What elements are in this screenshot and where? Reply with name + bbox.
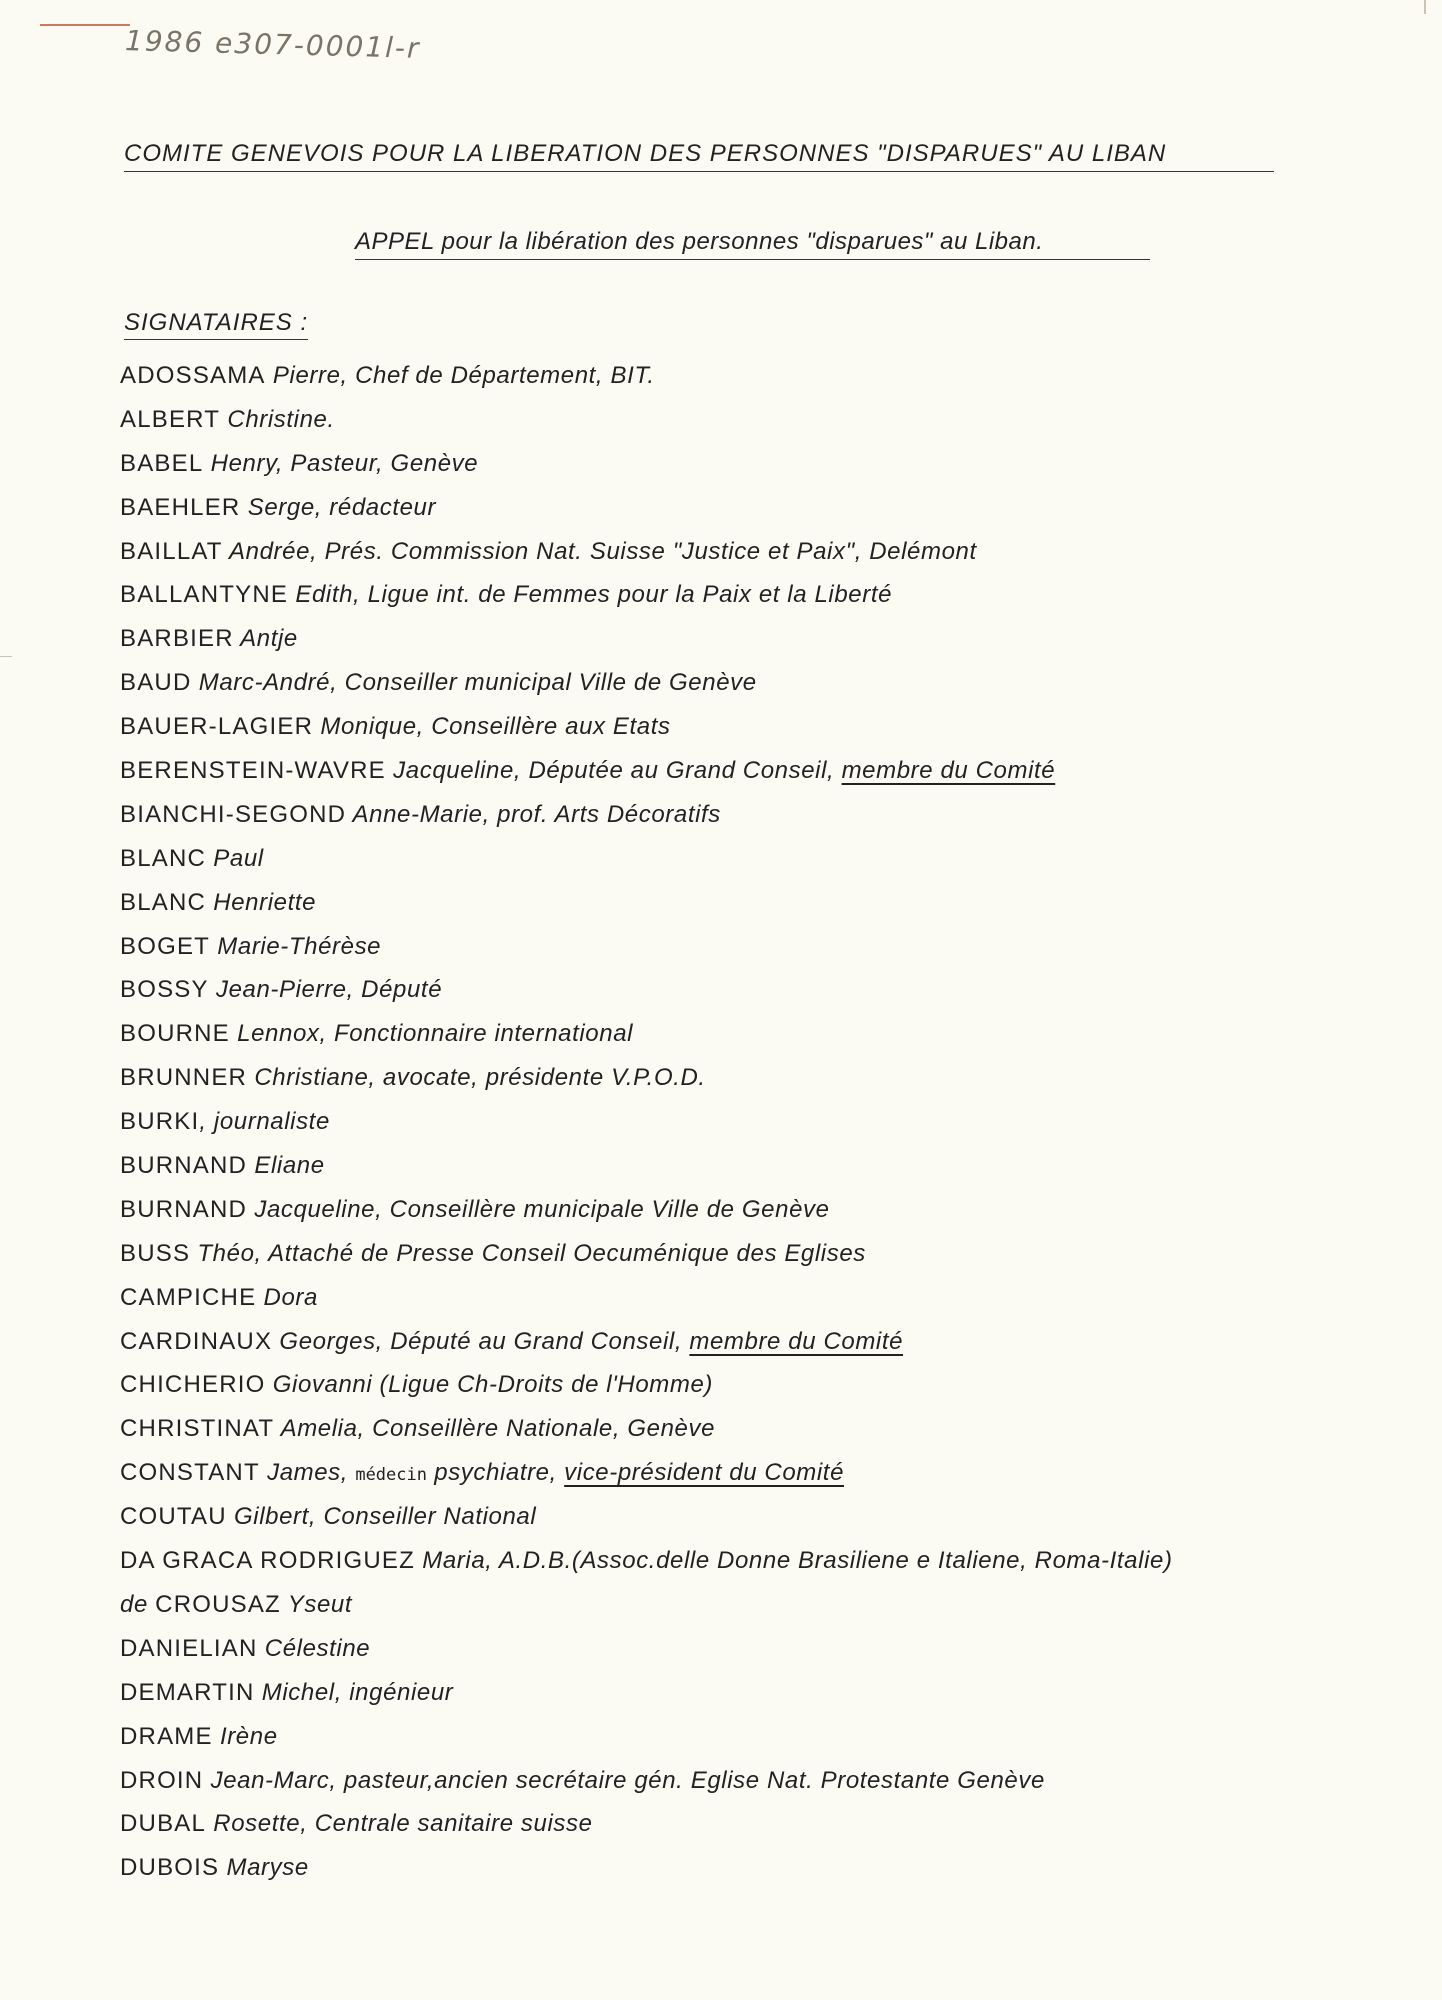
signatory-entry	[120, 1539, 1420, 1583]
signatory-surname: BURKI	[120, 1108, 200, 1136]
signatory-details: Jean-Marc, pasteur,ancien secrétaire gén. Eglise Nat. Protestante Genève	[203, 1766, 1045, 1794]
signatory-entry	[120, 1715, 1420, 1759]
signatory-details: Rosette, Centrale sanitaire suisse	[206, 1810, 593, 1838]
signatory-details: Marie-Thérèse	[210, 932, 382, 960]
signatory-details: Gilbert, Conseiller National	[226, 1503, 537, 1531]
signatory-entry	[120, 705, 1420, 749]
signatory-surname: CAMPICHE	[120, 1283, 257, 1311]
signatory-details: Paul	[206, 844, 264, 872]
typed-correction: médecin	[355, 1465, 427, 1486]
signatory-details: Christiane, avocate, présidente V.P.O.D.	[247, 1064, 706, 1092]
signatory-surname: BLANC	[120, 844, 207, 872]
signatory-entry	[120, 1056, 1420, 1100]
signatory-entry	[120, 1451, 1420, 1495]
signatory-entry	[120, 354, 1420, 398]
document-subtitle: APPEL pour la libération des personnes "disparues" au Liban.	[355, 228, 1150, 260]
signatory-entry	[120, 1802, 1420, 1846]
signatory-surname: CARDINAUX	[120, 1327, 273, 1355]
signatory-surname: CHRISTINAT	[120, 1415, 275, 1443]
signatory-entry	[120, 1759, 1420, 1803]
signatory-surname: BURNAND	[120, 1195, 248, 1223]
signatory-details: Jacqueline, Députée au Grand Conseil,	[385, 757, 842, 785]
signatory-surname: BURNAND	[120, 1152, 248, 1180]
signatory-entry	[120, 1846, 1420, 1890]
signatory-details: Georges, Député au Grand Conseil,	[272, 1327, 690, 1355]
signatory-details: Jean-Pierre, Député	[208, 976, 443, 1004]
signatory-details: Giovanni (Ligue Ch-Droits de l'Homme)	[265, 1371, 714, 1399]
signatory-entry	[120, 398, 1420, 442]
signatory-surname: COUTAU	[120, 1503, 227, 1531]
signatory-entry	[120, 1363, 1420, 1407]
signatory-entry	[120, 968, 1420, 1012]
signatory-entry	[120, 749, 1420, 793]
signatory-entry	[120, 1232, 1420, 1276]
signatory-details: Antje	[233, 625, 298, 653]
signatory-entry	[120, 925, 1420, 969]
signatory-details: Eliane	[247, 1152, 325, 1180]
top-left-mark	[40, 24, 130, 26]
signatory-surname: BARBIER	[120, 625, 234, 653]
signatory-entry	[120, 1583, 1420, 1627]
signatory-surname: DUBOIS	[120, 1854, 220, 1882]
signatory-entry	[120, 617, 1420, 661]
signatory-surname: DEMARTIN	[120, 1678, 255, 1706]
signatory-surname: DANIELIAN	[120, 1634, 258, 1662]
signatory-entry	[120, 486, 1420, 530]
signatory-surname: BUSS	[120, 1239, 191, 1267]
signatory-details: Amelia, Conseillère Nationale, Genève	[274, 1415, 716, 1443]
signatory-surname: BAUD	[120, 669, 192, 697]
signatory-details: Andrée, Prés. Commission Nat. Suisse "Justice et Paix", Delémont	[222, 537, 977, 565]
signatory-prefix: de	[120, 1590, 156, 1618]
signatory-details: Lennox, Fonctionnaire international	[229, 1020, 634, 1048]
signatory-entry	[120, 661, 1420, 705]
signatory-surname: BALLANTYNE	[120, 581, 289, 609]
signatory-surname: BOSSY	[120, 976, 209, 1004]
signatory-details: Christine.	[220, 405, 335, 433]
signatory-details-cont: psychiatre,	[426, 1459, 565, 1487]
signatory-surname: CROUSAZ	[155, 1590, 281, 1618]
signatory-details: Henry, Pasteur, Genève	[203, 449, 479, 477]
signatory-surname: BRUNNER	[120, 1064, 248, 1092]
signatory-surname: DROIN	[120, 1766, 204, 1794]
right-edge-mark	[1424, 0, 1426, 14]
committee-role: membre du Comité	[689, 1327, 904, 1355]
signatory-surname: BAILLAT	[120, 537, 223, 565]
signatory-entry	[120, 1627, 1420, 1671]
committee-role: membre du Comité	[841, 757, 1056, 785]
signatory-entry	[120, 1320, 1420, 1364]
signatory-details: Michel, ingénieur	[254, 1678, 454, 1706]
signatory-surname: DRAME	[120, 1722, 213, 1750]
document-title: COMITE GENEVOIS POUR LA LIBERATION DES PERSONNES "DISPARUES" AU LIBAN	[124, 140, 1274, 172]
signatory-details: Dora	[256, 1283, 318, 1311]
signatory-entry	[120, 1100, 1420, 1144]
signatory-surname: ADOSSAMA	[120, 362, 266, 389]
signatory-details: Anne-Marie, prof. Arts Décoratifs	[346, 800, 721, 828]
signatory-entry	[120, 1276, 1420, 1320]
signatory-details: Marc-André, Conseiller municipal Ville de Genève	[191, 669, 757, 697]
signatories-list	[120, 354, 1420, 1890]
signatory-surname: CHICHERIO	[120, 1371, 266, 1399]
signatory-details: Henriette	[206, 888, 317, 916]
signatory-details: Jacqueline, Conseillère municipale Ville de Genève	[247, 1195, 830, 1223]
signatory-details: Pierre, Chef de Département, BIT.	[265, 362, 655, 389]
signatory-surname: BOGET	[120, 932, 211, 960]
signatory-surname: BAEHLER	[120, 493, 241, 521]
signatory-surname: BAUER-LAGIER	[120, 713, 314, 741]
signatory-surname: CONSTANT	[120, 1459, 260, 1487]
signatory-entry	[120, 1188, 1420, 1232]
handwritten-reference: 1986 e307-0001l-r	[124, 24, 421, 65]
signatory-entry	[120, 1407, 1420, 1451]
signatory-surname: BABEL	[120, 449, 204, 477]
signatory-entry	[120, 837, 1420, 881]
signatory-surname: ALBERT	[120, 405, 221, 433]
left-edge-mark	[0, 656, 12, 657]
signatory-details: Monique, Conseillère aux Etats	[313, 713, 671, 741]
signataires-heading: SIGNATAIRES :	[124, 309, 308, 340]
signatory-entry	[120, 793, 1420, 837]
committee-role: vice-président du Comité	[564, 1459, 845, 1487]
signatory-details: Maria, A.D.B.(Assoc.delle Donne Brasiliene e Italiene, Roma-Italie)	[414, 1547, 1173, 1575]
signatory-details: Irène	[212, 1722, 278, 1750]
signatory-details: Maryse	[219, 1854, 309, 1882]
signatory-entry	[120, 881, 1420, 925]
signatory-surname: BLANC	[120, 888, 207, 916]
signatory-surname: BOURNE	[120, 1020, 230, 1048]
signatory-entry	[120, 530, 1420, 574]
signatory-details: Serge, rédacteur	[240, 493, 437, 521]
signatory-entry	[120, 1671, 1420, 1715]
signatory-entry	[120, 1012, 1420, 1056]
signatory-entry	[120, 1144, 1420, 1188]
signatory-surname: BERENSTEIN-WAVRE	[120, 757, 386, 785]
signatory-surname: BIANCHI-SEGOND	[120, 800, 347, 828]
signatory-details: Edith, Ligue int. de Femmes pour la Paix et la Liberté	[288, 581, 893, 609]
signatory-details: James,	[259, 1459, 356, 1487]
signatory-details: Théo, Attaché de Presse Conseil Oecuménique des Eglises	[190, 1239, 866, 1267]
signatory-entry	[120, 1495, 1420, 1539]
signatory-details: Célestine	[257, 1634, 371, 1662]
signatory-entry	[120, 442, 1420, 486]
signatory-entry	[120, 573, 1420, 617]
signatory-surname: DA GRACA RODRIGUEZ	[120, 1547, 415, 1575]
signatory-surname: DUBAL	[120, 1810, 207, 1838]
signatory-details: , journaliste	[199, 1108, 330, 1136]
signatory-details: Yseut	[280, 1590, 353, 1618]
